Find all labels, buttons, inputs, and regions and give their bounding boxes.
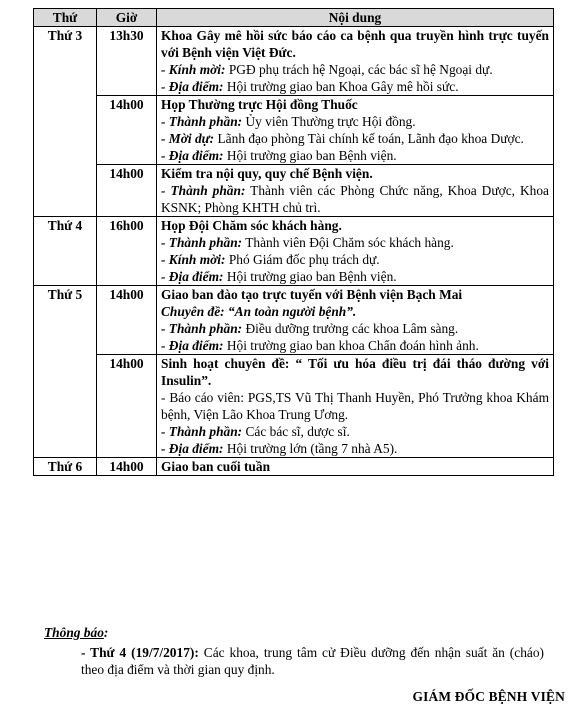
detail-label: - Địa điểm: [161,269,224,284]
event-title: Họp Đội Chăm sóc khách hàng. [161,218,342,233]
event-detail-line [161,182,549,216]
detail-text: Lãnh đạo phòng Tài chính kế toán, Lãnh đạo khoa Dược. [214,131,524,146]
event-title: Khoa Gây mê hồi sức báo cáo ca bệnh qua truyền hình trực tuyến với Bệnh viện Việt Đức. [161,28,549,60]
time-cell: 16h00 [97,217,157,286]
day-cell: Thứ 3 [34,27,97,217]
detail-text: PGS,TS Vũ Thị Thanh Huyền, Phó Trưởng khoa Khám bệnh, Viện Lão Khoa Trung Ương. [161,390,549,422]
signature-title: GIÁM ĐỐC BỆNH VIỆN [412,689,565,704]
notice-body [44,644,544,678]
table-row [34,165,554,217]
detail-label: - Kính mời: [161,252,226,267]
event-title: Họp Thường trực Hội đồng Thuốc [161,97,358,112]
header-day: Thứ [34,9,97,27]
detail-text: Hội trường giao ban Bệnh viện. [223,148,397,163]
detail-label: - Kính mời: [161,62,226,77]
table-row [34,96,554,165]
content-cell [157,165,554,217]
detail-label: - Địa điểm: [161,338,224,353]
event-detail-line [161,251,549,268]
notice-heading: Thông báo [44,625,104,640]
time-cell: 14h00 [97,286,157,355]
content-cell [157,96,554,165]
time-cell: 14h00 [97,165,157,217]
detail-text: Thành viên các Phòng Chức năng, Khoa Dược, Khoa KSNK; Phòng KHTH chủ trì. [161,183,549,215]
time-cell: 14h00 [97,96,157,165]
time-cell: 13h30 [97,27,157,96]
detail-label: - Thành phần: [161,424,243,439]
detail-label: - Địa điểm: [161,441,224,456]
table-row [34,217,554,286]
notice-text: Các khoa, trung tâm cử Điều dưỡng đến nhận suất ăn (cháo) theo địa điểm và thời gian quy định. [81,645,545,677]
event-detail-line [161,78,549,95]
detail-text: Điều dưỡng trưởng các khoa Lâm sàng. [242,321,459,336]
detail-text: Hội trường lớn (tầng 7 nhà A5). [223,441,398,456]
detail-label: - Địa điểm: [161,79,224,94]
table-row [34,286,554,355]
event-detail-line [161,440,549,457]
detail-text: Hội trường giao ban Bệnh viện. [223,269,397,284]
header-content: Nội dung [157,9,554,27]
detail-text: Ủy viên Thường trực Hội đồng. [242,114,416,129]
detail-text: Phó Giám đốc phụ trách dự. [225,252,380,267]
notice-colon: : [103,625,109,640]
event-detail-line [161,389,549,423]
event-subtitle: Chuyên đề: “An toàn người bệnh”. [161,304,357,319]
detail-text: PGĐ phụ trách hệ Ngoại, các bác sĩ hệ Ngoại dự. [225,62,493,77]
header-time: Giờ [97,9,157,27]
event-detail-line [161,130,549,147]
event-detail-line [161,423,549,440]
content-cell [157,27,554,96]
day-cell: Thứ 6 [34,458,97,476]
event-detail-line [161,234,549,251]
event-detail-line [161,61,549,78]
detail-text: Hội trường giao ban khoa Chẩn đoán hình ảnh. [223,338,479,353]
event-detail-line [161,268,549,285]
schedule-body [34,27,554,476]
content-cell [157,355,554,458]
event-detail-line [161,113,549,130]
detail-label: - Mời dự: [161,131,215,146]
detail-text: Thành viên Đội Chăm sóc khách hàng. [242,235,454,250]
detail-label: - Thành phần: [161,321,243,336]
detail-label: - Báo cáo viên: [161,390,244,405]
event-title: Sinh hoạt chuyên đề: “ Tối ưu hóa điều trị đái tháo đường với Insulin”. [161,356,549,388]
day-cell: Thứ 5 [34,286,97,458]
table-row [34,27,554,96]
time-cell: 14h00 [97,458,157,476]
detail-label: - Địa điểm: [161,148,224,163]
event-title: Kiểm tra nội quy, quy chế Bệnh viện. [161,166,373,181]
schedule-table [33,8,554,476]
content-cell [157,458,554,476]
event-detail-line [161,320,549,337]
event-detail-line [161,337,549,354]
time-cell: 14h00 [97,355,157,458]
header-row [34,9,554,27]
day-cell: Thứ 4 [34,217,97,286]
detail-label: - Thành phần: [161,183,246,198]
notice-block [44,624,544,678]
content-cell [157,286,554,355]
table-row [34,458,554,476]
detail-text: Các bác sĩ, dược sĩ. [242,424,350,439]
table-row [34,355,554,458]
detail-label: - Thành phần: [161,114,243,129]
event-title: Giao ban đào tạo trực tuyến với Bệnh viện Bạch Mai [161,287,463,302]
notice-date: - Thứ 4 (19/7/2017): [81,645,199,660]
event-detail-line [161,147,549,164]
content-cell [157,217,554,286]
event-title: Giao ban cuối tuần [161,459,271,474]
detail-label: - Thành phần: [161,235,243,250]
detail-text: Hội trường giao ban Khoa Gây mê hồi sức. [223,79,459,94]
